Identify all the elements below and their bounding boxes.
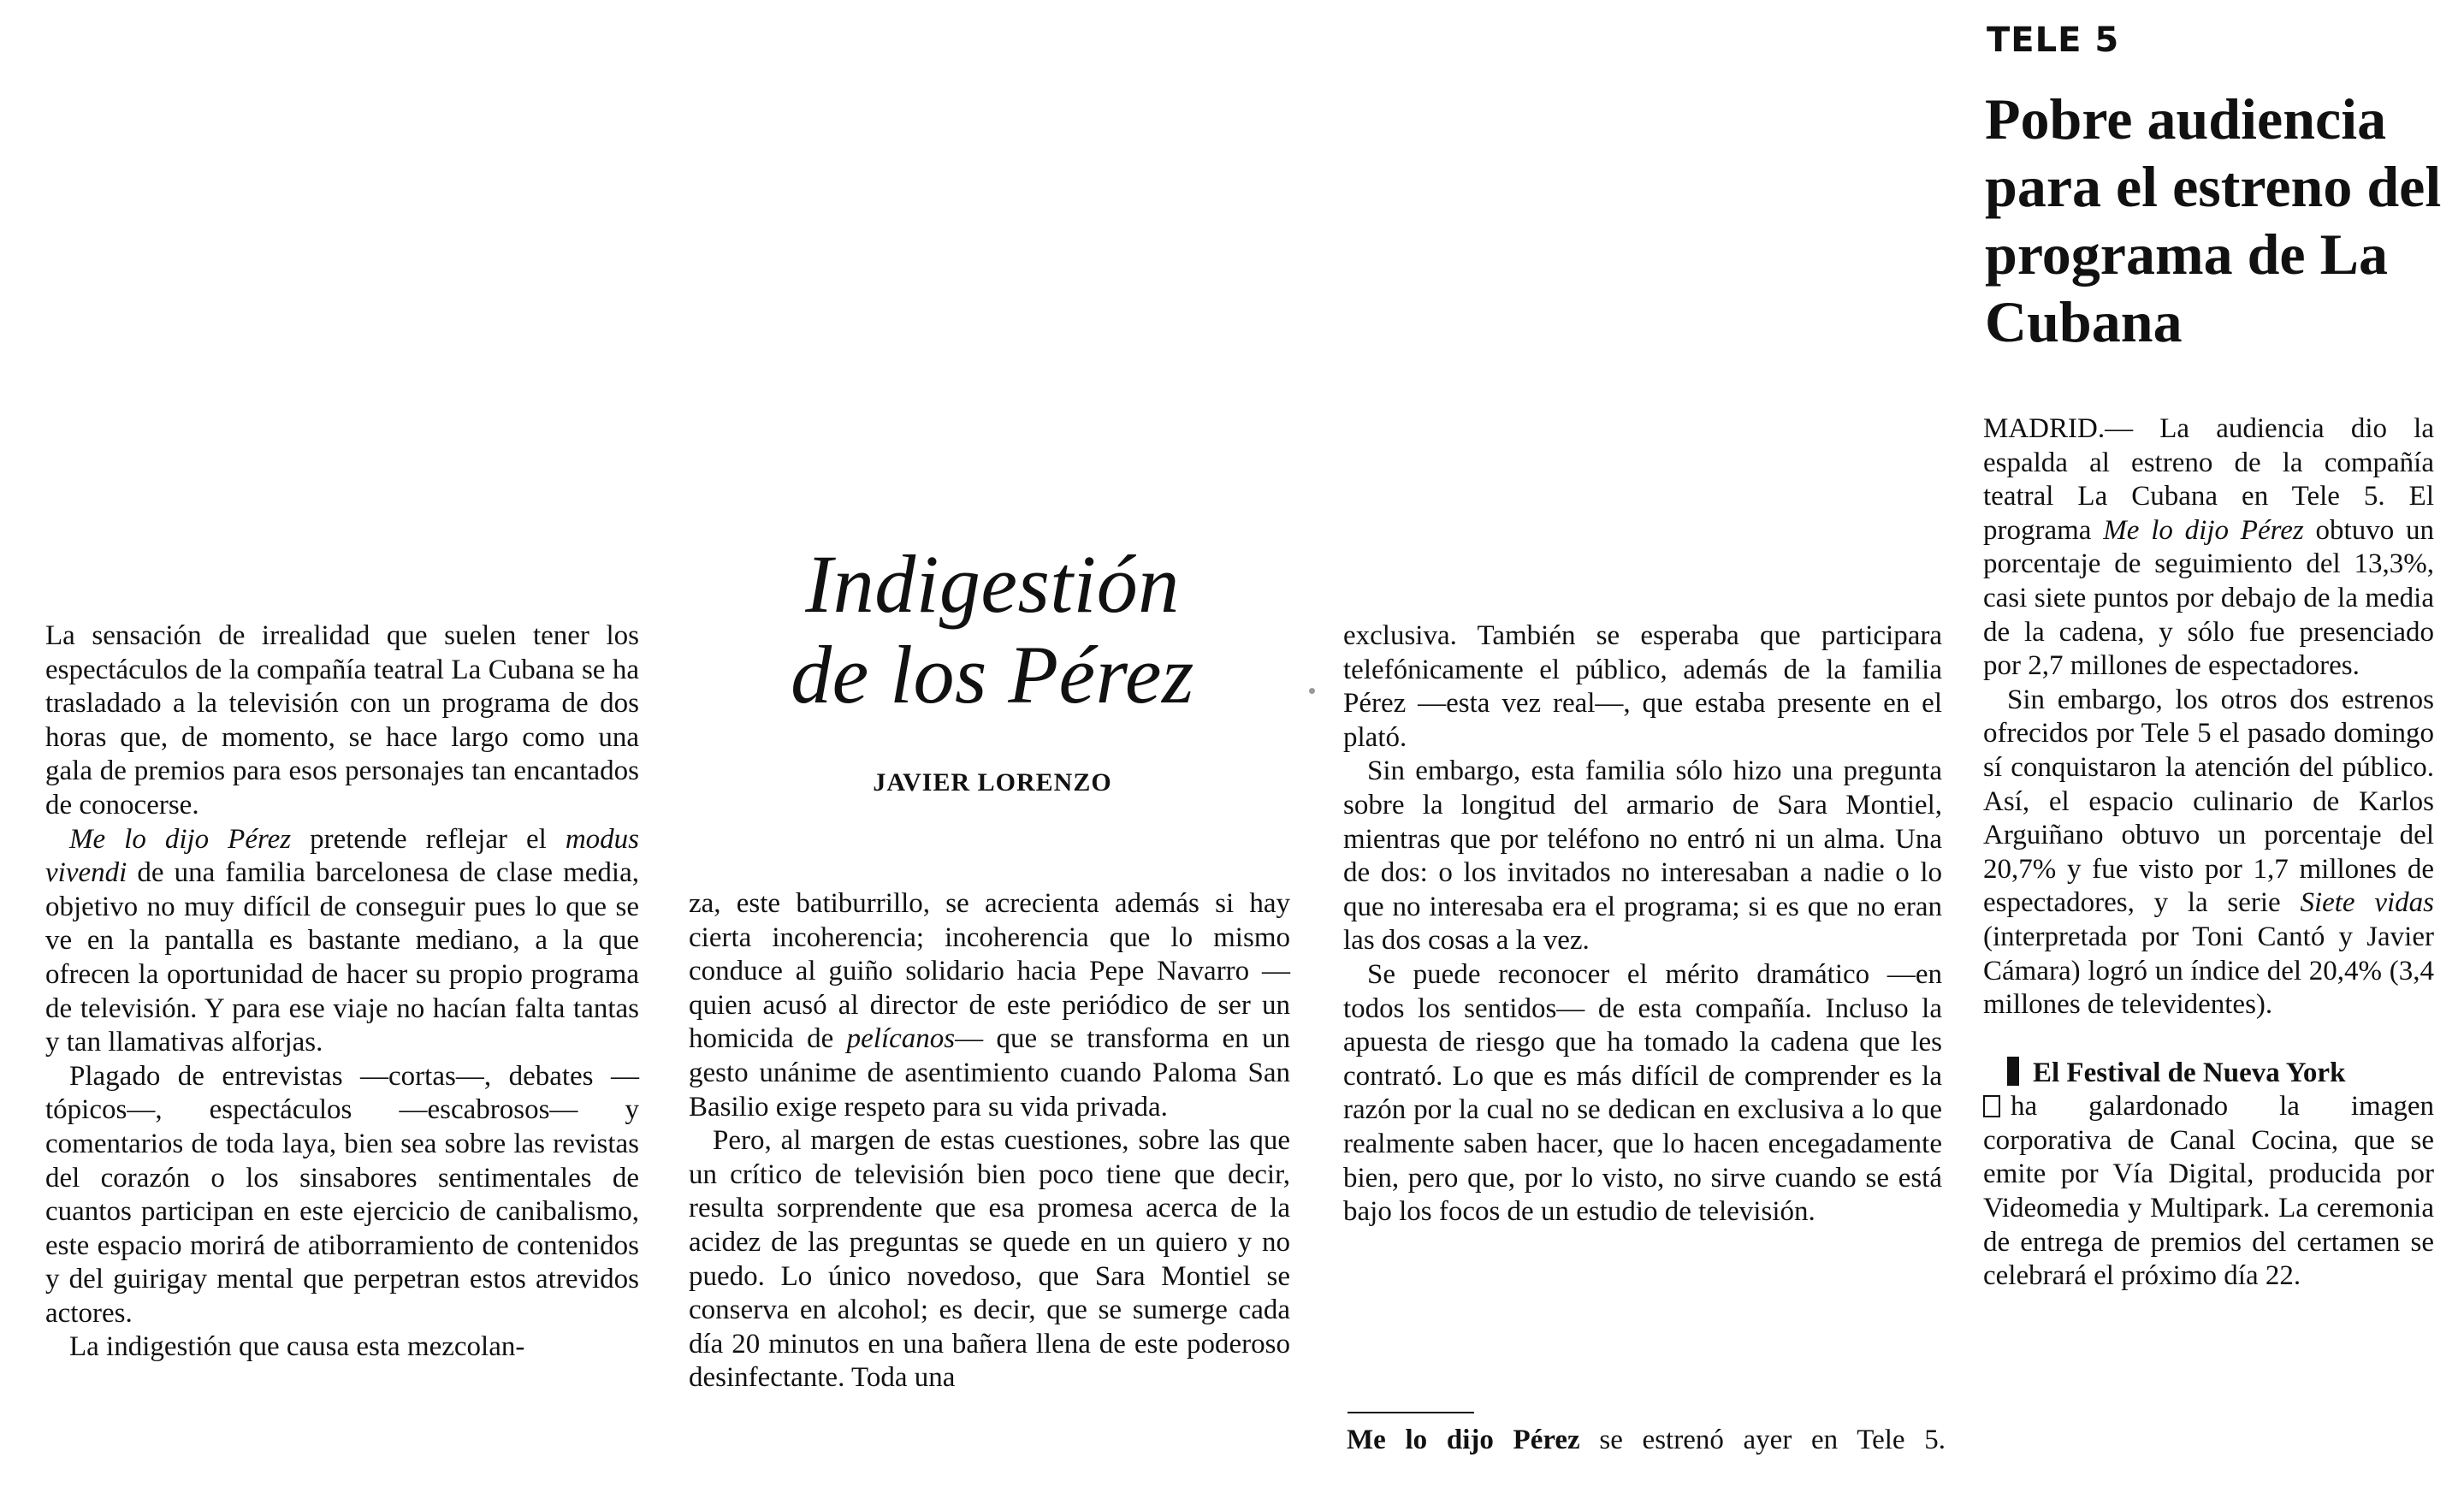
byline: JAVIER LORENZO (873, 768, 1112, 797)
article-column-3 (1343, 619, 1942, 1229)
side-story-paragraph (1983, 684, 2434, 1022)
empty-box-icon (1983, 1095, 2000, 1117)
footnote-rule (1348, 1412, 1474, 1413)
text-run: (interpretada por Toni Cantó y Javier Cámara) logró un índice del 20,4% (3,4 millones de televidentes). (1983, 921, 2434, 1021)
brief-title: El Festival de Nueva York (2033, 1057, 2346, 1088)
article-paragraph: Se puede reconocer el mérito dramático —en todos los sentidos— de esta compañía. Incluso la apuesta de riesgo que ha tomado la cadena que les contrató. Lo que es más difícil de comprender es la razón por la cual no se dedican en exclusiva a lo que realmente saben hacer, que lo hacen encegadamente bien, pero que, por lo visto, no sirve cuando se está bajo los focos de un estudio de televisión. (1343, 958, 1942, 1228)
main-headline (702, 539, 1283, 720)
black-bar-icon (2007, 1057, 2019, 1086)
print-speck (1309, 688, 1315, 694)
footnote-program-title: Me lo dijo Pérez (1347, 1425, 1580, 1455)
footnote (1347, 1424, 1946, 1458)
brief-paragraph (1983, 1090, 2434, 1294)
article-paragraph: Pero, al margen de estas cuestiones, sobre las que un crítico de televisión bien poco tiene que decir, resulta sorprendente que esa promesa acerca de la acidez de las preguntas se quede en un quiero y no puedo. Lo único novedoso, que Sara Montiel se conserva en alcohol; es decir, que se sumerge cada día 20 minutos en una bañera llena de este poderoso desinfectante. Toda una (689, 1125, 1290, 1394)
side-story-body (1983, 412, 2434, 1294)
side-story-paragraph (1983, 412, 2434, 684)
footnote-text: se estrenó ayer en Tele 5. (1579, 1425, 1946, 1455)
text-run: La audiencia dio la espalda al estreno de la compañía teatral La Cubana en Tele 5. El programa (1983, 413, 2434, 546)
brief-heading (1983, 1057, 2434, 1091)
article-paragraph: La indigestión que causa esta mezcolan- (69, 1331, 525, 1363)
text-run: Sin embargo, los otros dos estrenos ofrecidos por Tele 5 el pasado domingo sí conquistaron la atención del público. Así, el espacio culinario de Karlos Arguiñano obtuvo un porcentaje del 20,7% y fue visto por 1,7 millones de espectadores, y la serie (1983, 684, 2434, 919)
series-title: Siete vidas (2300, 887, 2434, 919)
italic-word: pelícanos (846, 1023, 956, 1055)
program-title: Me lo dijo Pérez (69, 823, 292, 855)
article-paragraph (689, 887, 1290, 1124)
article-paragraph (45, 823, 639, 1060)
section-label: TELE 5 (1987, 21, 2120, 60)
article-paragraph: exclusiva. También se esperaba que participara telefónicamente el público, además de la familia Pérez —esta vez real—, que estaba presente en el plató. (1343, 620, 1942, 753)
text-run: za, este batiburrillo, se acrecienta además si hay cierta incoherencia; incoherencia que lo mismo conduce al guiño solidario hacia Pepe Navarro —quien acusó al director de este periódico de ser un homicida de (689, 888, 1290, 1055)
program-title: Me lo dijo Pérez (2103, 514, 2304, 546)
brief-text: ha galardonado la imagen corporativa de Canal Cocina, que se emite por Vía Digital, producida por Videomedia y Multipark. La ceremonia de entrega de premios del certamen se celebrará el próximo día 22. (1983, 1091, 2434, 1292)
text-run: obtuvo un porcentaje de seguimiento del 13,3%, casi siete puntos por debajo de la media de la cadena, y sólo fue presenciado por 2,7 millones de espectadores. (1983, 514, 2434, 682)
article-column-1 (45, 619, 639, 1365)
article-paragraph: Plagado de entrevistas —cortas—, debates —tópicos—, espectáculos —escabrosos— y comentarios de toda laya, bien sea sobre las revistas del corazón o los sinsabores sentimentales de cuantos participan en este ejercicio de canibalismo, este espacio morirá de atiborramiento de contenidos y del guirigay mental que perpetran estos atrevidos actores. (45, 1060, 639, 1329)
main-headline-line: Indigestión (805, 538, 1180, 630)
latin-phrase: modus vivendi (45, 823, 639, 889)
text-run: de una familia barcelonesa de clase media, objetivo no muy difícil de conseguir pues lo que se ve en la pantalla es bastante mediano, a la que ofrecen la oportunidad de hacer su propio programa de televisión. Y para ese viaje no hacían falta tantas y tan llamativas alforjas. (45, 857, 639, 1058)
article-paragraph: La sensación de irrealidad que suelen tener los espectáculos de la compañía teatral La Cubana se ha trasladado a la televisión con un programa de dos horas que, de momento, se hace largo como una gala de premios para esos personajes tan encantados de conocerse. (45, 620, 639, 821)
text-run: — que se transforma en un gesto unánime de asentimiento cuando Paloma San Basilio exige respeto para su vida privada. (689, 1023, 1290, 1123)
text-run: pretende reflejar el (291, 823, 566, 855)
main-headline-line: de los Pérez (791, 629, 1194, 720)
side-story-headline: Pobre audiencia para el estreno del programa de La Cubana (1985, 86, 2442, 354)
article-column-2 (689, 887, 1290, 1395)
article-paragraph: Sin embargo, esta familia sólo hizo una pregunta sobre la longitud del armario de Sara Montiel, mientras que por teléfono no entró ni un alma. Una de dos: o los invitados no interesaban a nadie o lo que no interesaba era el programa; si es que no eran las dos cosas a la vez. (1343, 755, 1942, 957)
dateline: MADRID.— (1983, 413, 2134, 444)
